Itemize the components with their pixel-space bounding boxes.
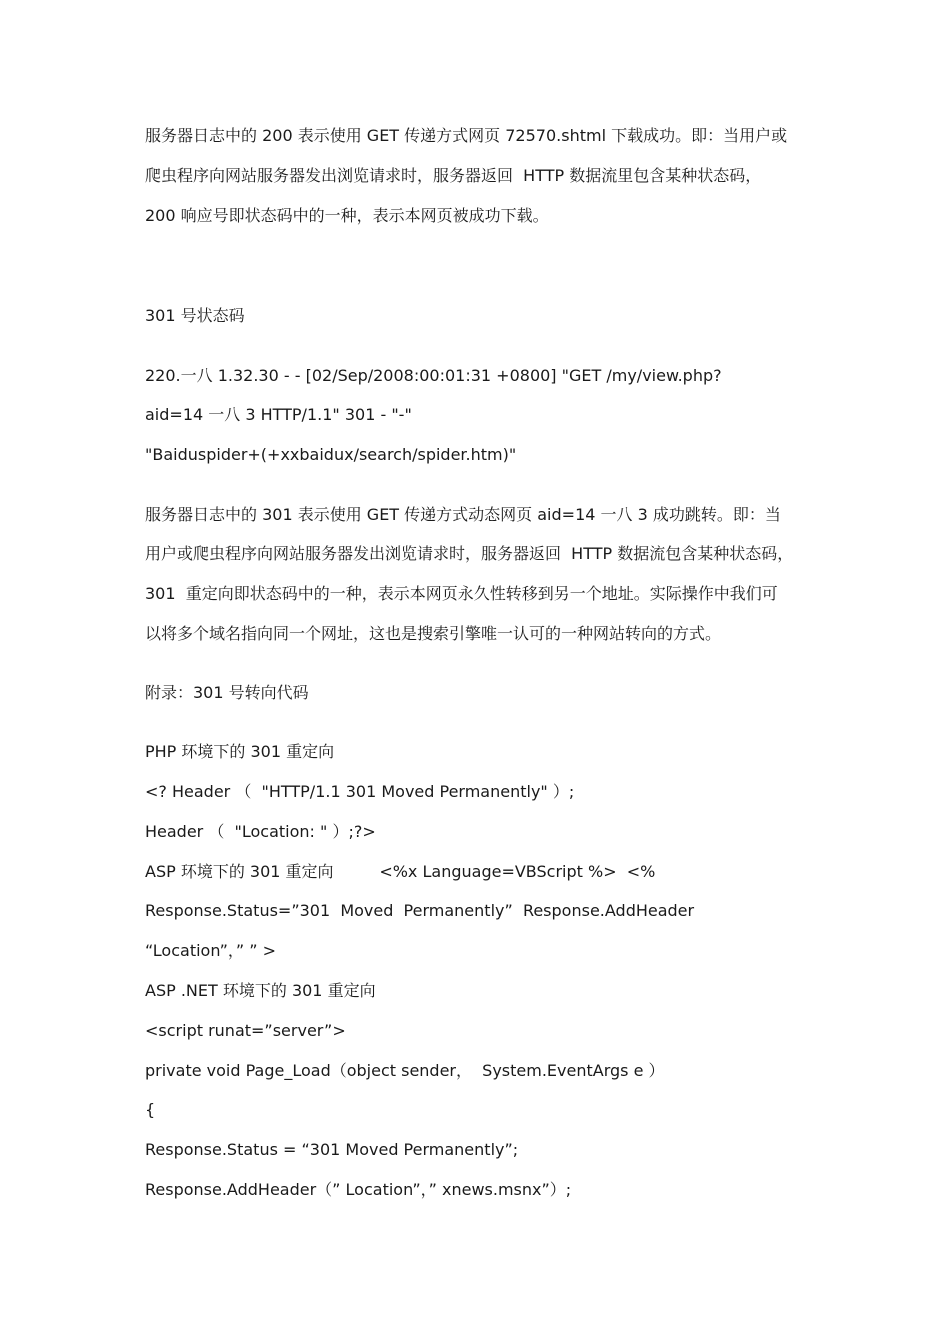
aspnet-code-line-2: private void Page_Load（object sender， System.EventArgs e ）: [145, 1061, 665, 1080]
php-code-line-2: Header （ "Location: " ）;?>: [145, 822, 376, 841]
asp-heading-line: ASP 环境下的 301 重定向 <%x Language=VBScript %> <%: [145, 862, 656, 881]
log-line-3: "Baiduspider+(+xxbaidux/search/spider.htm)": [145, 445, 517, 464]
aspnet-code-line-5: Response.AddHeader（” Location”，” xnews.msnx”）;: [145, 1180, 572, 1199]
aspnet-heading: ASP .NET 环境下的 301 重定向: [145, 981, 376, 1000]
aspnet-code-line-4: Response.Status = “301 Moved Permanently”;: [145, 1140, 519, 1159]
appendix-heading: 附录：301 号转向代码: [145, 683, 309, 702]
paragraph-301-line-1: 服务器日志中的 301 表示使用 GET 传递方式动态网页 aid=14 一八 3 成功跳转。即：当: [145, 505, 781, 524]
heading-301: 301 号状态码: [145, 306, 245, 325]
paragraph-301-line-3: 301 重定向即状态码中的一种，表示本网页永久性转移到另一个地址。实际操作中我们可: [145, 584, 778, 603]
paragraph-200-line-3: 200 响应号即状态码中的一种，表示本网页被成功下载。: [145, 206, 549, 225]
php-code-line-1: <? Header （ "HTTP/1.1 301 Moved Permanently" ）;: [145, 782, 575, 801]
php-heading: PHP 环境下的 301 重定向: [145, 742, 335, 761]
paragraph-301-line-4: 以将多个域名指向同一个网址，这也是搜索引擎唯一认可的一种网站转向的方式。: [145, 624, 722, 643]
asp-code-line-1: Response.Status=”301 Moved Permanently” Response.AddHeader: [145, 901, 695, 920]
aspnet-code-line-3: {: [145, 1100, 156, 1119]
paragraph-301-line-2: 用户或爬虫程序向网站服务器发出浏览请求时，服务器返回 HTTP 数据流包含某种状态码，: [145, 544, 794, 563]
log-line-1: 220.一八 1.32.30 - - [02/Sep/2008:00:01:31 +0800] "GET /my/view.php?: [145, 366, 722, 385]
paragraph-200-line-1: 服务器日志中的 200 表示使用 GET 传递方式网页 72570.shtml 下载成功。即：当用户或: [145, 126, 788, 145]
paragraph-200-line-2: 爬虫程序向网站服务器发出浏览请求时，服务器返回 HTTP 数据流里包含某种状态码，: [145, 166, 762, 185]
asp-code-line-2: “Location”，” ” >: [145, 941, 277, 960]
log-line-2: aid=14 一八 3 HTTP/1.1" 301 - "-": [145, 405, 412, 424]
aspnet-code-line-1: <script runat=”server”>: [145, 1021, 346, 1040]
